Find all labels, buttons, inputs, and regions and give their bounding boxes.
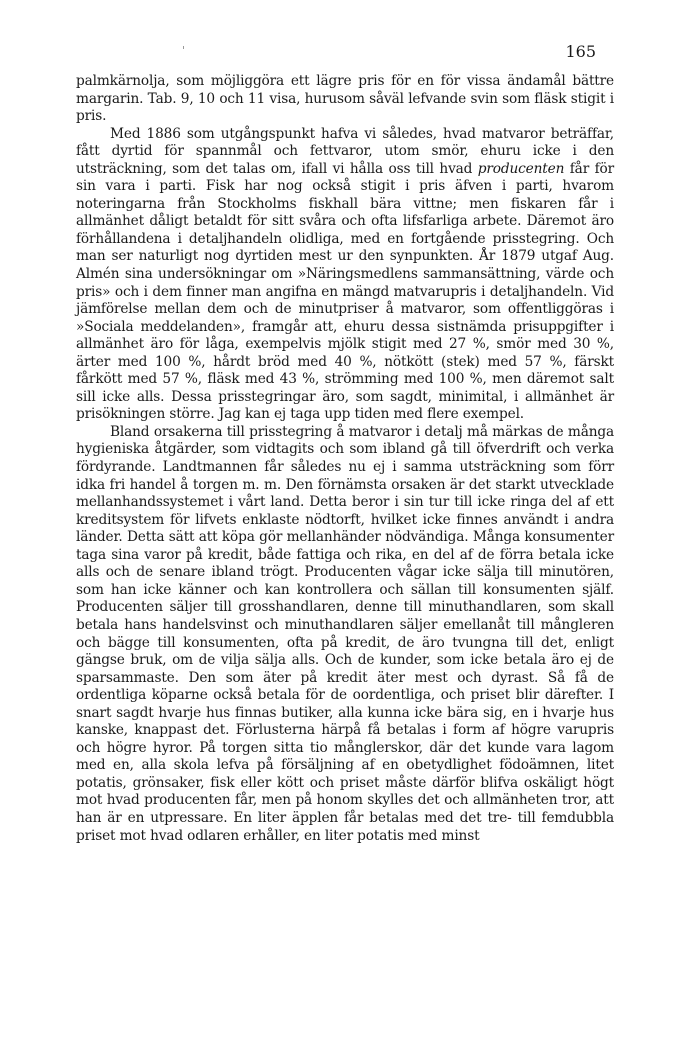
italic-term: producenten	[477, 160, 565, 177]
text-segment: får för sin vara i parti. Fisk har nog också stigit i pris äfven i parti, hvarom noteringarna från Stockholms fiskhall bära vittne; men fiskaren får i allmänhet dåligt betaldt för sitt svåra och ofta lifsfarliga arbete. Däremot äro förhållandena i detaljhandeln olidliga, med en fortgående prisstegring. Och man ser naturligt nog dyrtiden mest ur den synpunkten. År 1879 utgaf Aug. Almén sina undersökningar om »Näringsmedlens sammansättning, värde och pris» och i dem finner man angifna en mängd matvarupris i detaljhandeln. Vid jämförelse mellan dem och de minutpriser å matvaror, som offentliggöras i »Sociala meddelanden», framgår att, ehuru dessa sistnämda prisuppgifter i allmänhet äro för låga, exempelvis mjölk stigit med 27 %, smör med 30 %, ärter med 100 %, hårdt bröd med 40 %, nötkött (stek) med 57 %, färskt fårkött med 57 %, fläsk med 43 %, strömming med 100 %, men däremot salt sill icke alls. Dessa prisstegringar äro, som sagdt, minimital, i allmänhet är prisökningen större. Jag kan ej taga upp tiden med flere exempel.	[76, 160, 614, 423]
text-segment: Med 1886 som utgångspunkt hafva vi således, hvad matvaror beträffar, fått dyrtid för spannmål och fettvaror, utom smör, ehuru icke i den utsträckning, som det talas om, ifall vi hålla oss till hvad	[76, 125, 614, 177]
paragraph-continuation	[76, 73, 614, 126]
paragraph-causes	[76, 424, 614, 845]
page-body	[76, 73, 614, 845]
page-edge-mark	[183, 46, 184, 49]
text-segment: Bland orsakerna till prisstegring å matvaror i detalj må märkas de många hygieniska åtgärder, som vidtagits och som ibland gå till öfverdrift och verka fördyrande. Landtmannen får således nu ej i samma utsträckning som förr idka fri handel å torgen m. m. Den förnämsta orsaken är det starkt utvecklade mellanhandssystemet i vårt land. Detta beror i sin tur till icke ringa del af ett kreditsystem för lifvets enklaste nödtorft, hvilket icke finnes användt i andra länder. Detta sätt att köpa gör mellanhänder nödvändiga. Många konsumenter taga sina varor på kredit, både fattiga och rika, en del af de förra betala icke alls och de senare ibland trögt. Producenten vågar icke sälja till minutören, som han icke känner och kan kontrollera och sällan till konsumenten själf. Producenten säljer till grosshandlaren, denne till minuthandlaren, som skall betala hans handelsvinst och minuthandlaren säljer emellanåt till mångleren och bägge till konsumenten, ofta på kredit, de äro tvungna till det, enligt gängse bruk, om de vilja sälja alls. Och de kunder, som icke betala äro ej de sparsammaste. Den som äter på kredit äter mest och dyrast. Så få de ordentliga köparne också betala för de oordentliga, och priset blir därefter. I snart sagdt hvarje hus finnas butiker, alla kunna icke bära sig, en i hvarje hus kanske, knappast det. Förlusterna härpå få betalas i form af högre varupris och högre hyror. På torgen sitta tio månglerskor, där det kunde vara lagom med en, alla skola lefva på försäljning af en obetydlighet födoämnen, litet potatis, grönsaker, fisk eller kött och priset måste därför blifva oskäligt högt mot hvad producenten får, men på honom skylles det och allmänheten tror, att han är en utpressare. En liter äpplen får betalas med det tre- till femdubbla priset mot hvad odlaren erhåller, en liter potatis med minst	[76, 423, 614, 844]
paragraph-prices	[76, 126, 614, 424]
text-segment: palmkärnolja, som möjliggöra ett lägre pris för en för vissa ändamål bättre margarin. Tab. 9, 10 och 11 visa, hurusom såväl lefvande svin som fläsk stigit i pris.	[76, 73, 614, 125]
page-number: 165	[565, 42, 596, 61]
